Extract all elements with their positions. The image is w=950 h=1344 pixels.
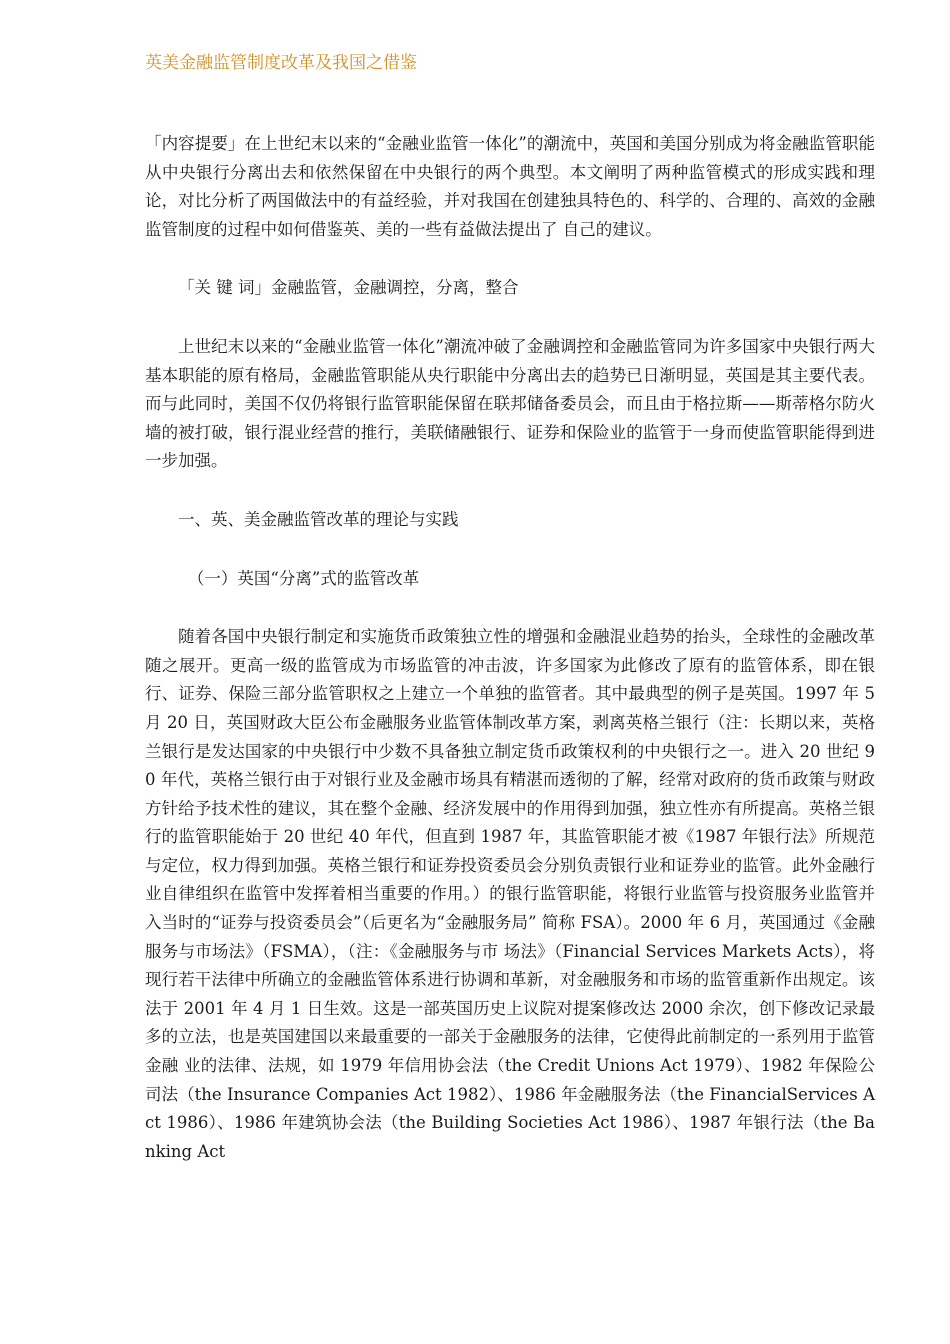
spacer [145,476,875,506]
document-content [145,130,875,1166]
intro-paragraph: 上世纪末以来的“金融业监管一体化”潮流冲破了金融调控和金融监管同为许多国家中央银行两大基本职能的原有格局，金融监管职能从央行职能中分离出去的趋势已日渐明显，英国是其主要代表。而与此同时，美国不仅仍将银行监管职能保留在联邦储备委员会，而且由于格拉斯——斯蒂格尔防火墙的被打破，银行混业经营的推行，美联储融银行、证券和保险业的监管于一身而使监管职能得到进一步加强。 [145,336,875,471]
spacer [145,535,875,565]
spacer [145,303,875,333]
spacer [145,593,875,623]
document-title: 英美金融监管制度改革及我国之借鉴 [145,53,417,73]
section-heading: 一、英、美金融监管改革的理论与实践 [178,509,459,529]
body-paragraph: 随着各国中央银行制定和实施货币政策独立性的增强和金融混业趋势的抬头，全球性的金融改革随之展开。更高一级的监管成为市场监管的冲击波，许多国家为此修改了原有的监管体系，即在银行、证券、保险三部分监管职权之上建立一个单独的监管者。其中最典型的例子是英国。1997 年 5 月 20 日，英国财政大臣公布金融服务业监管体制改革方案，剥离英格兰银行（注：长期以来，英格兰银行是发达国家的中央银行中少数不具备独立制定货币政策权利的中央银行之一。进入 20 世纪 90 年代，英格兰银行由于对银行业及金融市场具有精湛而透彻的了解，经常对政府的货币政策与财政方针给予技术性的建议，其在整个金融、经济发展中的作用得到加强，独立性亦有所提高。英格兰银行的监管职能始于 20 世纪 40 年代，但直到 1987 年，其监管职能才被《1987 年银行法》所规范与定位，权力得到加强。英格兰银行和证券投资委员会分别负责银行业和证券业的监管。此外金融行业自律组织在监管中发挥着相当重要的作用。）的银行监管职能，将银行业监管与投资服务业监管并入当时的“证券与投资委员会”（后更名为“金融服务局” 简称 FSA）。2000 年 6 月，英国通过《金融服务与市场法》（FSMA），（注：《金融服务与市 场法》（Financial Services Markets Acts），将现行若干法律中所确立的金融监管体系进行协调和革新，对金融服务和市场的监管重新作出规定。该法于 2001 年 4 月 1 日生效。这是一部英国历史上议院对提案修改达 2000 余次，创下修改记录最多的立法，也是英国建国以来最重要的一部关于金融服务的法律，它使得此前制定的一系列用于监管金融 业的法律、法规，如 1979 年信用协会法（the Credit Unions Act 1979）、1982 年保险公 司法（the Insurance Companies Act 1982）、1986 年金融服务法（the FinancialServices Act 1986）、1986 年建筑协会法（the Building Societies Act 1986）、1987 年银行法（the Banking Act [145,627,875,1161]
spacer [145,244,875,274]
subsection-heading: （一）英国“分离”式的监管改革 [187,568,420,588]
abstract-paragraph: 「内容提要」在上世纪末以来的“金融业监管一体化”的潮流中，英国和美国分别成为将金融监管职能从中央银行分离出去和依然保留在中央银行的两个典型。本文阐明了两种监管模式的形成实践和理论，对比分析了两国做法中的有益经验，并对我国在创建独具特色的、科学的、合理的、高效的金融监管制度的过程中如何借鉴英、美的一些有益做法提出了 自己的建议。 [145,134,875,239]
keywords-line: 「关 键 词」金融监管，金融调控，分离，整合 [178,278,519,298]
